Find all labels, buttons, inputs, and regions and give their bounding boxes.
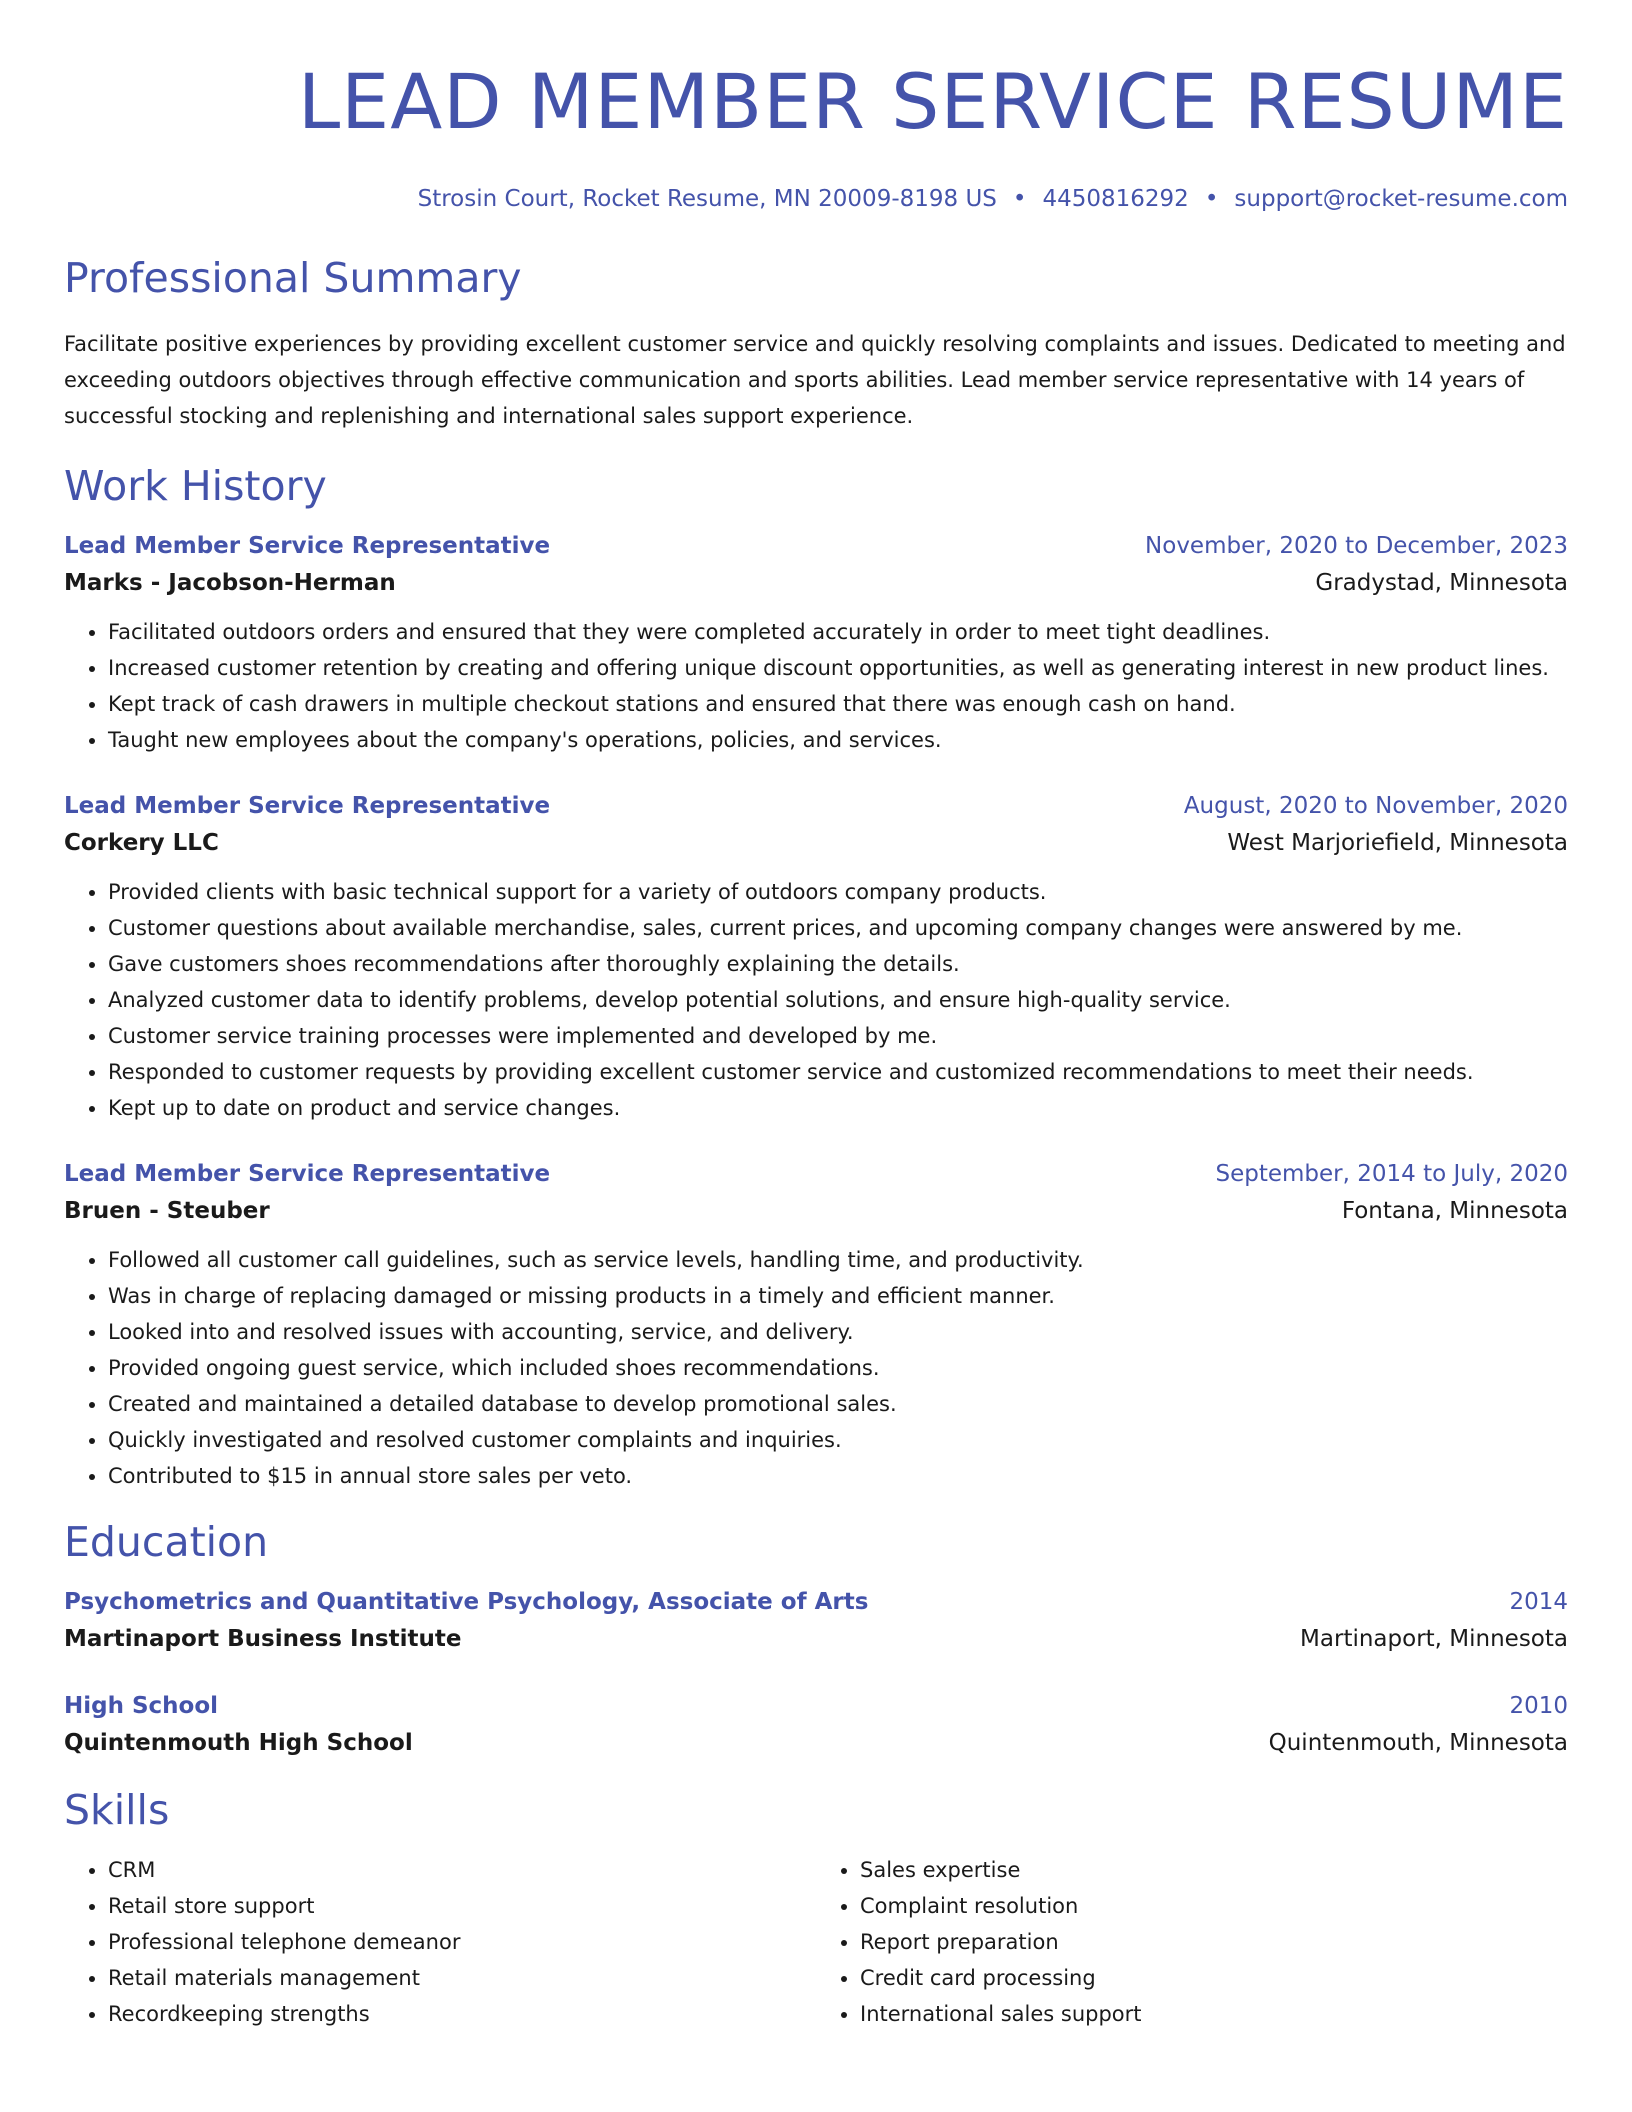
job-dates: August, 2020 to November, 2020 bbox=[1183, 793, 1568, 819]
job-dates: November, 2020 to December, 2023 bbox=[1145, 533, 1568, 559]
job-bullet: • Was in charge of replacing damaged or missing products in a timely and efficient manner. bbox=[108, 1278, 1568, 1314]
skill-item: • Retail materials management bbox=[108, 1960, 816, 1996]
job-bullet: • Taught new employees about the company's operations, policies, and services. bbox=[108, 722, 1568, 758]
summary-heading: Professional Summary bbox=[64, 254, 522, 302]
skills-section bbox=[64, 1784, 1568, 2032]
education-year: 2014 bbox=[1509, 1589, 1568, 1615]
job-dates: September, 2014 to July, 2020 bbox=[1215, 1161, 1568, 1187]
job-bullet: • Responded to customer requests by providing excellent customer service and customized recommendations to meet their needs. bbox=[108, 1054, 1568, 1090]
job-company: Marks - Jacobson-Herman bbox=[64, 570, 396, 596]
job-entry bbox=[64, 1156, 1568, 1494]
job-bullet: • Contributed to $15 in annual store sales per veto. bbox=[108, 1458, 1568, 1494]
summary-text: Facilitate positive experiences by providing excellent customer service and quickly resolving complaints and issues. Dedicated to meeting and exceeding outdoors objectives through effective communication and sports abilities. Lead member service representative with 14 years of successful stocking and replenishing and international sales support experience. bbox=[64, 332, 1566, 428]
job-title: Lead Member Service Representative bbox=[64, 533, 551, 559]
education-school: Martinaport Business Institute bbox=[64, 1626, 462, 1652]
job-title: Lead Member Service Representative bbox=[64, 793, 551, 819]
skills-columns bbox=[64, 1852, 1568, 2032]
job-bullet: • Gave customers shoes recommendations after thoroughly explaining the details. bbox=[108, 946, 1568, 982]
skills-right-column bbox=[816, 1852, 1568, 2032]
skill-item: • Recordkeeping strengths bbox=[108, 1996, 816, 2032]
job-location: Fontana, Minnesota bbox=[1341, 1198, 1568, 1224]
job-bullet: • Provided clients with basic technical support for a variety of outdoors company products. bbox=[108, 874, 1568, 910]
skill-item: • Retail store support bbox=[108, 1888, 816, 1924]
education-school: Quintenmouth High School bbox=[64, 1730, 413, 1756]
education-year: 2010 bbox=[1509, 1693, 1568, 1719]
summary-section bbox=[64, 252, 1568, 434]
contact-separator: • bbox=[1012, 186, 1027, 212]
job-bullets bbox=[64, 1242, 1568, 1494]
resume-title: LEAD MEMBER SERVICE RESUME bbox=[297, 57, 1568, 146]
education-degree: High School bbox=[64, 1693, 219, 1719]
education-entry bbox=[64, 1688, 1568, 1762]
job-bullet: • Customer questions about available merchandise, sales, current prices, and upcoming company changes were answered by me. bbox=[108, 910, 1568, 946]
job-title: Lead Member Service Representative bbox=[64, 1161, 551, 1187]
job-bullets bbox=[64, 614, 1568, 758]
job-bullet: • Provided ongoing guest service, which included shoes recommendations. bbox=[108, 1350, 1568, 1386]
skills-left-column bbox=[64, 1852, 816, 2032]
work-heading: Work History bbox=[64, 462, 327, 510]
job-bullet: • Customer service training processes were implemented and developed by me. bbox=[108, 1018, 1568, 1054]
skill-item: • Credit card processing bbox=[860, 1960, 1568, 1996]
education-section bbox=[64, 1516, 1568, 1762]
contact-line bbox=[64, 184, 1568, 214]
job-bullet: • Followed all customer call guidelines, such as service levels, handling time, and productivity. bbox=[108, 1242, 1568, 1278]
education-location: Martinaport, Minnesota bbox=[1300, 1626, 1568, 1652]
job-bullet: • Kept up to date on product and service changes. bbox=[108, 1090, 1568, 1126]
contact-email[interactable]: support@rocket-resume.com bbox=[1234, 186, 1568, 212]
skill-item: • Professional telephone demeanor bbox=[108, 1924, 816, 1960]
education-heading: Education bbox=[64, 1518, 269, 1566]
education-entry bbox=[64, 1584, 1568, 1658]
contact-phone: 4450816292 bbox=[1042, 186, 1189, 212]
job-location: Gradystad, Minnesota bbox=[1315, 570, 1568, 596]
education-degree: Psychometrics and Quantitative Psychology, Associate of Arts bbox=[64, 1589, 869, 1615]
job-location: West Marjoriefield, Minnesota bbox=[1227, 830, 1568, 856]
skill-item: • CRM bbox=[108, 1852, 816, 1888]
education-location: Quintenmouth, Minnesota bbox=[1268, 1730, 1568, 1756]
job-bullet: • Created and maintained a detailed database to develop promotional sales. bbox=[108, 1386, 1568, 1422]
job-bullet: • Increased customer retention by creating and offering unique discount opportunities, as well as generating interest in new product lines. bbox=[108, 650, 1568, 686]
skill-item: • International sales support bbox=[860, 1996, 1568, 2032]
job-bullet: • Analyzed customer data to identify problems, develop potential solutions, and ensure high-quality service. bbox=[108, 982, 1568, 1018]
job-bullet: • Facilitated outdoors orders and ensured that they were completed accurately in order to meet tight deadlines. bbox=[108, 614, 1568, 650]
job-company: Bruen - Steuber bbox=[64, 1198, 270, 1224]
job-entry bbox=[64, 528, 1568, 758]
job-bullet: • Looked into and resolved issues with accounting, service, and delivery. bbox=[108, 1314, 1568, 1350]
skill-item: • Complaint resolution bbox=[860, 1888, 1568, 1924]
work-section bbox=[64, 460, 1568, 1494]
skill-item: • Report preparation bbox=[860, 1924, 1568, 1960]
job-bullets bbox=[64, 874, 1568, 1126]
job-bullet: • Quickly investigated and resolved customer complaints and inquiries. bbox=[108, 1422, 1568, 1458]
job-entry bbox=[64, 788, 1568, 1126]
job-company: Corkery LLC bbox=[64, 830, 219, 856]
contact-address: Strosin Court, Rocket Resume, MN 20009-8198 US bbox=[417, 186, 997, 212]
skills-heading: Skills bbox=[64, 1786, 170, 1834]
contact-separator: • bbox=[1204, 186, 1219, 212]
skill-item: • Sales expertise bbox=[860, 1852, 1568, 1888]
job-bullet: • Kept track of cash drawers in multiple checkout stations and ensured that there was enough cash on hand. bbox=[108, 686, 1568, 722]
